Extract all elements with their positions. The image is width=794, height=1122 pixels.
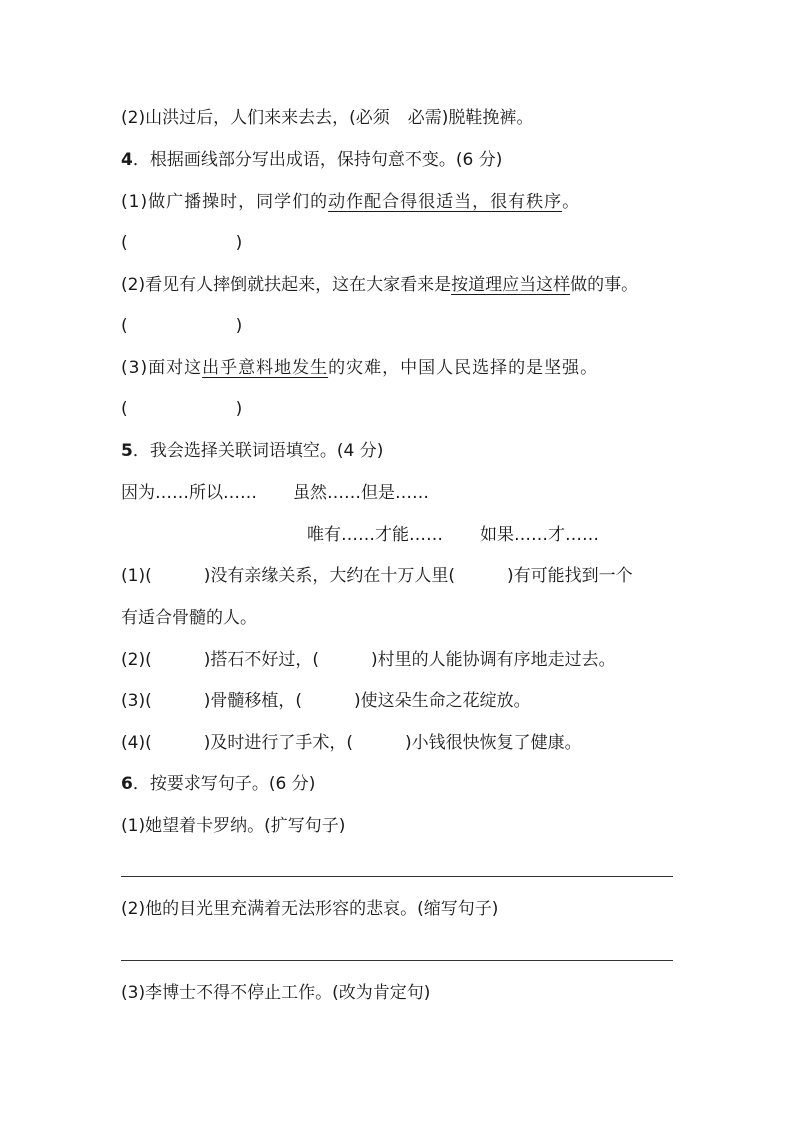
q5-item-4-mid: 及时进行了手术， [210, 733, 347, 753]
item-label: (3) [121, 691, 146, 711]
q5-option-2-text: 虽然……但是…… [293, 483, 429, 503]
q4-title: ．根据画线部分写出成语，保持句意不变。(6 分) [132, 150, 503, 170]
answer-line-1[interactable] [121, 876, 673, 877]
q5-item-3 [121, 689, 531, 713]
q4-item-1-text: (1)做广播操时，同学们的 [121, 192, 329, 212]
item-label: (2) [121, 650, 146, 670]
paren-open: ( [346, 733, 354, 753]
paren-open: ( [448, 566, 456, 586]
paren-open: ( [145, 733, 152, 753]
paren-close: ) [371, 650, 378, 670]
q5-item-2-end: 村里的人能协调有序地走过去。 [377, 650, 616, 670]
q4-item-2-end: 做的事。 [570, 275, 639, 295]
answer-paren-open: ( [121, 316, 128, 336]
q5-item-4 [121, 731, 582, 755]
q4-item-2-underlined: 按道理应当这样 [451, 275, 571, 295]
q3-item-2-prefix: (2)山洪过后，人们来来去去，(必须 [121, 108, 390, 128]
q5-item-4-end: 小钱很快恢复了健康。 [411, 733, 582, 753]
q5-item-1-mid: 没有亲缘关系，大约在十万人里 [210, 566, 449, 586]
q5-item-2-mid: 搭石不好过， [210, 650, 313, 670]
q6-item-2 [121, 897, 498, 921]
q4-number: 4 [121, 150, 133, 170]
q5-title: ．我会选择关联词语填空。(4 分) [132, 441, 384, 461]
paren-close: ) [203, 733, 211, 753]
q5-heading [121, 439, 383, 463]
q6-heading [121, 772, 315, 796]
paren-close: ) [203, 691, 211, 711]
answer-paren-close: ) [235, 316, 243, 336]
q5-item-3-end: 使这朵生命之花绽放。 [360, 691, 531, 711]
paren-close: ) [405, 733, 412, 753]
q4-item-1-end: 。 [562, 192, 581, 212]
paren-close: ) [507, 566, 514, 586]
q4-item-2 [121, 273, 638, 297]
paren-close: ) [203, 650, 211, 670]
item-label: (4) [121, 733, 146, 753]
q5-option-1 [121, 481, 257, 505]
q4-heading [121, 148, 502, 172]
q4-item-2-text: (2)看见有人摔倒就扶起来，这在大家看来是 [121, 275, 452, 295]
q4-item-3-text: (3)面对这 [121, 358, 203, 378]
q5-option-4 [480, 523, 599, 547]
q4-answer-2[interactable] [121, 314, 242, 338]
answer-paren-close: ) [235, 399, 243, 419]
q4-answer-3[interactable] [121, 397, 242, 421]
answer-paren-open: ( [121, 233, 128, 253]
item-label: (1) [121, 566, 146, 586]
q4-item-3-underlined: 出乎意料地发生 [202, 358, 329, 378]
q4-item-3-end: 的灾难，中国人民选择的是坚强。 [328, 358, 599, 378]
q6-item-1 [121, 814, 345, 838]
q5-item-2 [121, 648, 616, 672]
paren-open: ( [312, 650, 320, 670]
q5-number: 5 [121, 441, 133, 461]
q3-item-2 [121, 106, 533, 130]
q5-option-4-text: 如果……才…… [480, 525, 599, 545]
q5-item-1 [121, 564, 633, 588]
q5-option-3 [307, 523, 443, 547]
paren-open: ( [145, 566, 152, 586]
q5-item-3-mid: 骨髓移植， [210, 691, 296, 711]
q6-title: ．按要求写句子。(6 分) [132, 774, 316, 794]
q4-item-3 [121, 356, 598, 380]
q5-option-1-text: 因为……所以…… [121, 483, 257, 503]
q6-item-3 [121, 981, 430, 1005]
paren-open: ( [295, 691, 303, 711]
q5-item-1-cont [121, 606, 257, 630]
q3-item-2-option2: 必需)脱鞋挽裤。 [407, 108, 534, 128]
paren-open: ( [145, 691, 152, 711]
q5-option-3-text: 唯有……才能…… [307, 525, 443, 545]
paren-close: ) [354, 691, 361, 711]
q5-item-1-cont-text: 有适合骨髓的人。 [121, 608, 257, 628]
q5-option-2 [293, 481, 429, 505]
paren-close: ) [203, 566, 211, 586]
answer-paren-close: ) [235, 233, 243, 253]
q6-number: 6 [121, 774, 133, 794]
q6-item-2-text: (2)他的目光里充满着无法形容的悲哀。(缩写句子) [121, 899, 499, 919]
q4-item-1 [121, 190, 580, 214]
q6-item-3-text: (3)李博士不得不停止工作。(改为肯定句) [121, 983, 431, 1003]
q5-item-1-end: 有可能找到一个 [513, 566, 633, 586]
q6-item-1-text: (1)她望着卡罗纳。(扩写句子) [121, 816, 346, 836]
answer-line-2[interactable] [121, 960, 673, 961]
q4-item-1-underlined: 动作配合得很适当，很有秩序 [328, 192, 563, 212]
paren-open: ( [145, 650, 152, 670]
answer-paren-open: ( [121, 399, 128, 419]
q4-answer-1[interactable] [121, 231, 242, 255]
